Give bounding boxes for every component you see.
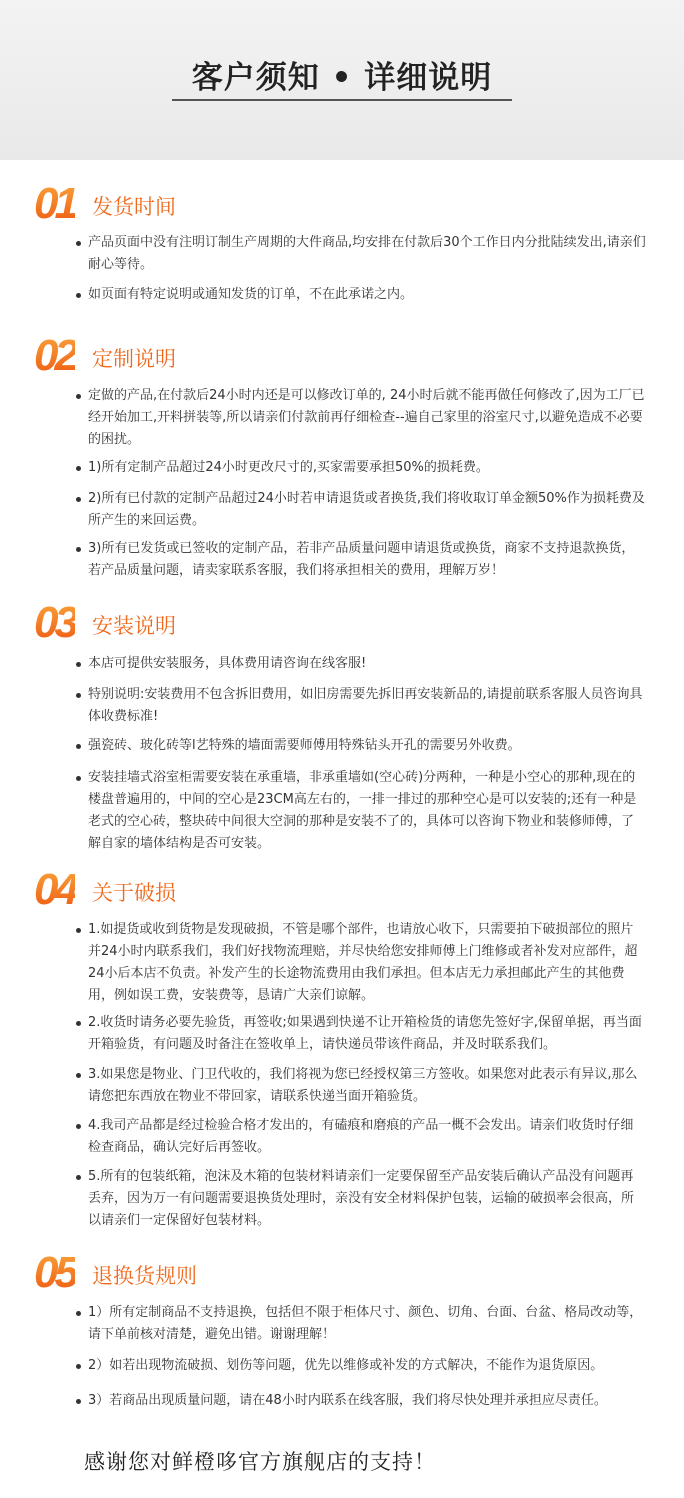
section-number: 01	[34, 179, 75, 228]
list-item: 2)所有已付款的定制产品超过24小时若申请退货或者换货,我们将收取订单金额50%作为损耗费及所产生的来回运费。	[76, 488, 646, 532]
list-item: 强瓷砖、玻化砖等l艺特殊的墙面需要师傅用特殊钻头开孔的需要另外收费。	[76, 735, 646, 757]
section-title: 退换货规则	[92, 1264, 197, 1288]
list-item: 3）若商品出现质量问题，请在48小时内联系在线客服，我们将尽快处理并承担应尽责任。	[76, 1390, 646, 1412]
list-item: 产品页面中没有注明订制生产周期的大件商品,均安排在付款后30个工作日内分批陆续发出,请亲们耐心等待。	[76, 232, 646, 276]
list-item: 3)所有已发货或已签收的定制产品，若非产品质量问题申请退货或换货，商家不支持退款换货，若产品质量问题，请卖家联系客服，我们将承担相关的费用，理解万岁！	[76, 538, 646, 582]
bullet-icon	[76, 547, 81, 552]
bullet-icon	[76, 1364, 81, 1369]
bullet-icon	[76, 293, 81, 298]
section-number: 02	[34, 331, 75, 380]
page-title: 客户须知 • 详细说明	[191, 60, 493, 96]
bullet-icon	[76, 497, 81, 502]
bullet-icon	[76, 1311, 81, 1316]
list-item: 如页面有特定说明或通知发货的订单，不在此承诺之内。	[76, 284, 646, 306]
bullet-icon	[76, 662, 81, 667]
section-heading	[34, 865, 434, 916]
bullet-icon	[76, 1399, 81, 1404]
list-item: 1)所有定制产品超过24小时更改尺寸的,买家需要承担50%的损耗费。	[76, 457, 646, 479]
bullet-icon	[76, 1021, 81, 1026]
bullet-icon	[76, 1175, 81, 1180]
section-title: 发货时间	[92, 195, 176, 219]
list-item: 2）如若出现物流破损、划伤等问题，优先以维修或补发的方式解决，不能作为退货原因。	[76, 1355, 646, 1377]
list-item: 安装挂墙式浴室柜需要安装在承重墙，非承重墙如(空心砖)分两种，一种是小空心的那种,现在的楼盘普遍用的，中间的空心是23CM高左右的，一排一排过的那种空心是可以安装的;还有一种是老式的空心砖，整块砖中间很大空洞的那种是安装不了的，具体可以咨询下物业和装修师傅，了解自家的墙体结构是否可安装。	[76, 767, 646, 855]
section-heading	[34, 179, 434, 230]
section-heading	[34, 598, 434, 649]
bullet-icon	[76, 241, 81, 246]
section-heading	[34, 331, 434, 382]
bullet-icon	[76, 928, 81, 933]
section-title: 定制说明	[92, 347, 176, 371]
bullet-icon	[76, 744, 81, 749]
bullet-icon	[76, 394, 81, 399]
header-banner	[0, 0, 684, 160]
list-item: 本店可提供安装服务，具体费用请咨询在线客服!	[76, 653, 646, 675]
list-item: 4.我司产品都是经过检验合格才发出的，有磕痕和磨痕的产品一概不会发出。请亲们收货时仔细检查商品，确认完好后再签收。	[76, 1115, 646, 1159]
list-item: 5.所有的包装纸箱，泡沫及木箱的包装材料请亲们一定要保留至产品安装后确认产品没有问题再丢弃，因为万一有问题需要退换货处理时，亲没有安全材料保护包装，运输的破损率会很高，所以请亲们一定保留好包装材料。	[76, 1166, 646, 1232]
section-title: 关于破损	[92, 881, 176, 905]
section-number: 04	[34, 865, 75, 914]
bullet-icon	[76, 693, 81, 698]
list-item: 2.收货时请务必要先验货，再签收;如果遇到快递不让开箱检货的请您先签好字,保留单据，再当面开箱验货，有问题及时备注在签收单上，请快递员带该件商品，并及时联系我们。	[76, 1012, 646, 1056]
section-number: 03	[34, 598, 75, 647]
list-item: 特别说明:安装费用不包含拆旧费用，如旧房需要先拆旧再安装新品的,请提前联系客服人员咨询具体收费标准!	[76, 684, 646, 728]
thank-you-note: 感谢您对鲜橙哆官方旗舰店的支持！	[84, 1450, 436, 1474]
bullet-icon	[76, 1124, 81, 1129]
list-item: 3.如果您是物业、门卫代收的，我们将视为您已经授权第三方签收。如果您对此表示有异议,那么请您把东西放在物业不带回家，请联系快递当面开箱验货。	[76, 1064, 646, 1108]
section-title: 安装说明	[92, 614, 176, 638]
section-number: 05	[34, 1248, 75, 1297]
bullet-icon	[76, 1073, 81, 1078]
title-underline	[172, 99, 512, 101]
bullet-icon	[76, 776, 81, 781]
bullet-icon	[76, 466, 81, 471]
list-item: 定做的产品,在付款后24小时内还是可以修改订单的, 24小时后就不能再做任何修改了,因为工厂已经开始加工,开料拼装等,所以请亲们付款前再仔细检查--遍自己家里的浴室尺寸,以避免造成不必要的困扰。	[76, 385, 646, 451]
list-item: 1.如提货或收到货物是发现破损，不管是哪个部件，也请放心收下，只需要拍下破损部位的照片并24小时内联系我们，我们好找物流理赔，并尽快给您安排师傅上门维修或者补发对应部件，超24小后本店不负责。补发产生的长途物流费用由我们承担。但本店无力承担邮此产生的其他费用，例如误工费，安装费等，恳请广大亲们谅解。	[76, 919, 646, 1007]
section-heading	[34, 1248, 434, 1299]
list-item: 1）所有定制商品不支持退换，包括但不限于柜体尺寸、颜色、切角、台面、台盆、格局改动等，请下单前核对清楚，避免出错。谢谢理解！	[76, 1302, 646, 1346]
